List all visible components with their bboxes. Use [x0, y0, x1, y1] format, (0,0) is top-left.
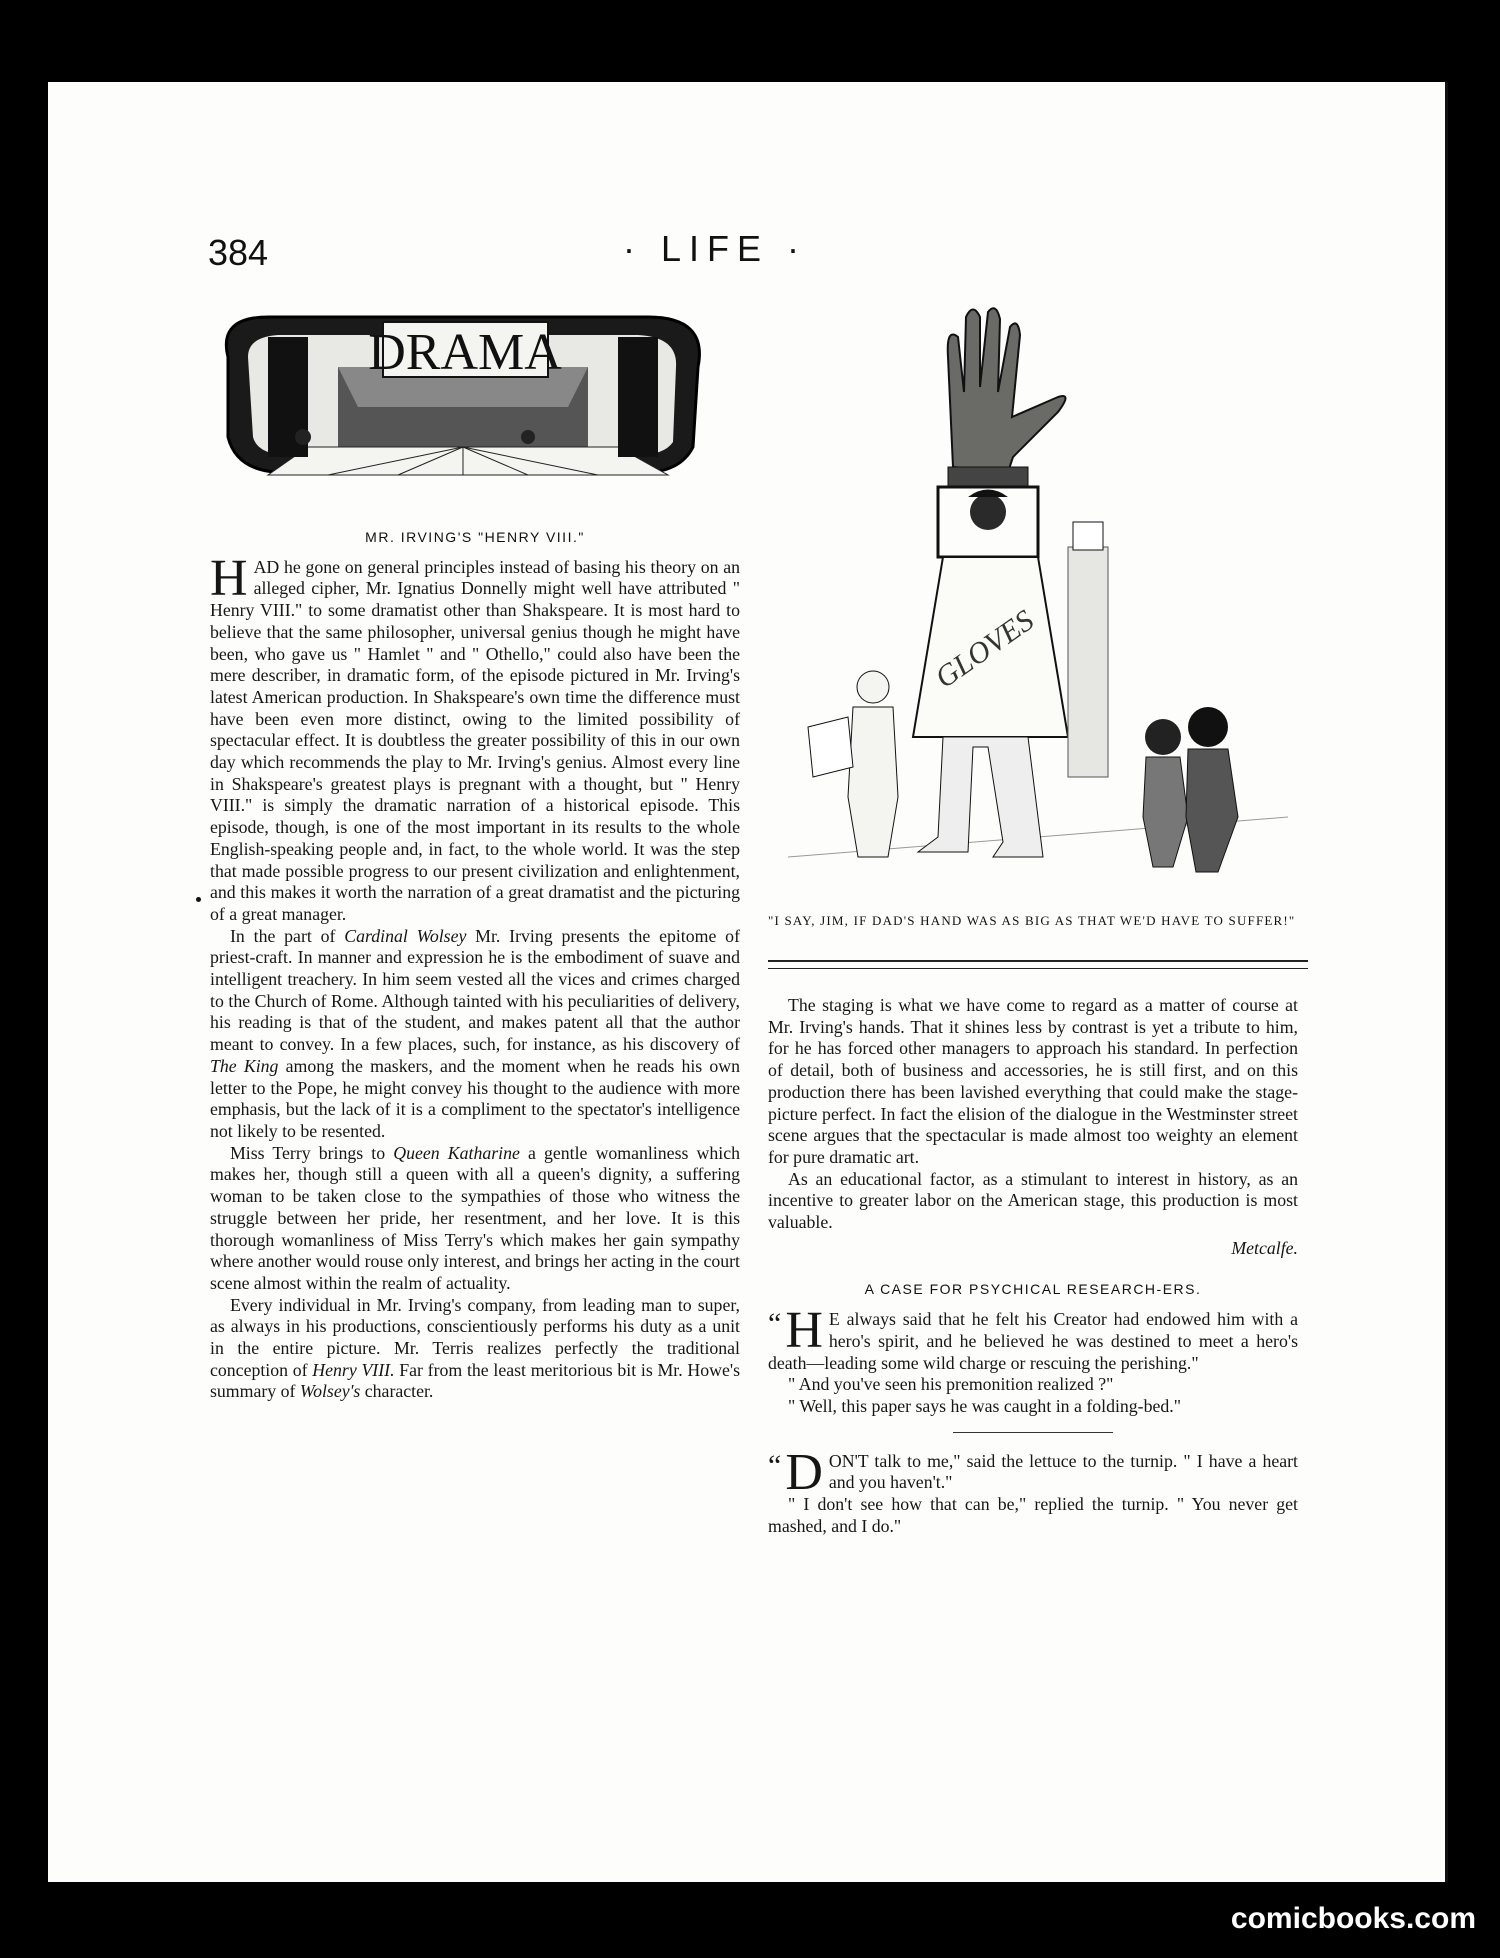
article-paragraph: " I don't see how that can be," replied the turnip. " You never get mashed, and I do."	[768, 1494, 1298, 1536]
article-drama	[210, 527, 740, 1403]
margin-mark	[196, 897, 201, 902]
article-heading: MR. IRVING'S "HENRY VIII."	[365, 529, 585, 545]
page-edge	[1445, 82, 1448, 1882]
open-quote: “	[768, 1307, 782, 1341]
article-paragraph: Every individual in Mr. Irving's company, from leading man to super, as always in his productions, conscientiously performs his duty as a unit in the entire picture. Mr. Terris realizes perfectly the traditional conception of Henry VIII. Far from the least meritorious bit is Mr. Howe's summary of Wolsey's character.	[210, 1294, 740, 1402]
banner-title: DRAMA	[368, 324, 562, 381]
magazine-title: · LIFE ·	[623, 228, 808, 269]
author-signature: Metcalfe.	[1231, 1237, 1298, 1258]
double-rule	[768, 960, 1308, 969]
article-paragraph: In the part of Cardinal Wolsey Mr. Irving presents the epitome of priest-craft. In manner and expression he is the embodiment of suave and intelligent treachery. In him seem vested all the vices and crimes charged to the Church of Rome. Although tainted with his peculiarities of delivery, his reading is that of the student, and makes patent all that the author meant to convey. In a few places, such, for instance, as his discovery of The King among the maskers, and the moment when he reads his own letter to the Pope, he might convey his thought to the audience with more emphasis, but the lack of it is a compliment to the spectator's intelligence not likely to be resented.	[210, 925, 741, 1141]
article-paragraph: As an educational factor, as a stimulant to interest in history, as an incentive to greater labor on the American stage, this production is most valuable.	[768, 1168, 1298, 1233]
magazine-page	[48, 82, 1448, 1882]
article-paragraph: HAD he gone on general principles instead of basing his theory on an alleged cipher, Mr. Ignatius Donnelly might well have attributed " Henry VIII." to some dramatist other than Shakspeare. It is most hard to believe that the same philosopher, universal genius though he might have been, who gave us " Hamlet " and " Othello," could also have been the mere describer, in dramatic form, of the episode pictured in Mr. Irving's latest American production. In Shakspeare's own time the difference must have been even more distinct, owing to the limited possibility of spectacular effect. It is doubtless the greater possibility of this in our own day which recommends the play to Mr. Irving's genius. Almost every line in Shakspeare's greatest plays is pregnant with a thought, but " Henry VIII." is simply the dramatic narration of a historical episode. This episode, though, is one of the most important in its results to the whole English-speaking people and, in fact, to the whole world. It was the step that made possible progress to our present civilization and enlightenment, and this makes it worth the narration of a great dramatist and the picturing of a great manager.	[210, 549, 740, 924]
article-heading: A CASE FOR PSYCHICAL RESEARCH-ERS.	[864, 1281, 1202, 1298]
cartoon-caption: "I SAY, JIM, IF DAD'S HAND WAS AS BIG AS THAT WE'D HAVE TO SUFFER!"	[768, 913, 1296, 928]
article-paragraph: " And you've seen his premonition realized ?"	[788, 1374, 1114, 1395]
right-column	[768, 995, 1298, 1537]
article-paragraph: “ D ON'T talk to me," said the lettuce to the turnip. " I have a heart and you haven't."	[768, 1443, 1298, 1501]
article-paragraph: Miss Terry brings to Queen Katharine a gentle womanliness which makes her, though still a queen with all a queen's dignity, a suffering woman to be taken close to the sympathies of those who witness the struggle between her pride, her resentment, and her love. It is this thorough womanliness of Miss Terry's which makes her gain sympathy where another would rouse only interest, and brings her acting in the court scene almost within the realm of actuality.	[210, 1142, 740, 1293]
drop-cap: D	[785, 1443, 823, 1501]
article-paragraph: The staging is what we have come to regard as a matter of course at Mr. Irving's hands. That it shines less by contrast is yet a tribute to him, for he has forced other managers to approach his standard. In perfection of detail, both of business and accessories, he is still first, and on this production there has been lavished everything that could make the stage-picture perfect. In fact the elision of the dialogue in the Westminster street scene argues that the spectacular is made almost too weighty an element for pure dramatic art.	[768, 995, 1298, 1167]
gloves-cartoon	[768, 297, 1308, 902]
section-divider	[953, 1432, 1113, 1433]
gloves-sign-text: GLOVES	[929, 603, 1040, 695]
article-paragraph: “ H E always said that he felt his Creator had endowed him with a hero's spirit, and he believed he was destined to meet a hero's death—leading some wild charge or rescuing the perishing."	[768, 1302, 1298, 1373]
drop-cap: H	[785, 1302, 823, 1360]
open-quote: “	[768, 1448, 782, 1482]
drop-cap: H	[210, 549, 248, 607]
watermark: comicbooks.com	[1230, 1902, 1476, 1935]
article-paragraph: " Well, this paper says he was caught in a folding-bed."	[788, 1395, 1181, 1416]
drama-banner	[208, 297, 713, 487]
page-number: 384	[208, 232, 269, 273]
